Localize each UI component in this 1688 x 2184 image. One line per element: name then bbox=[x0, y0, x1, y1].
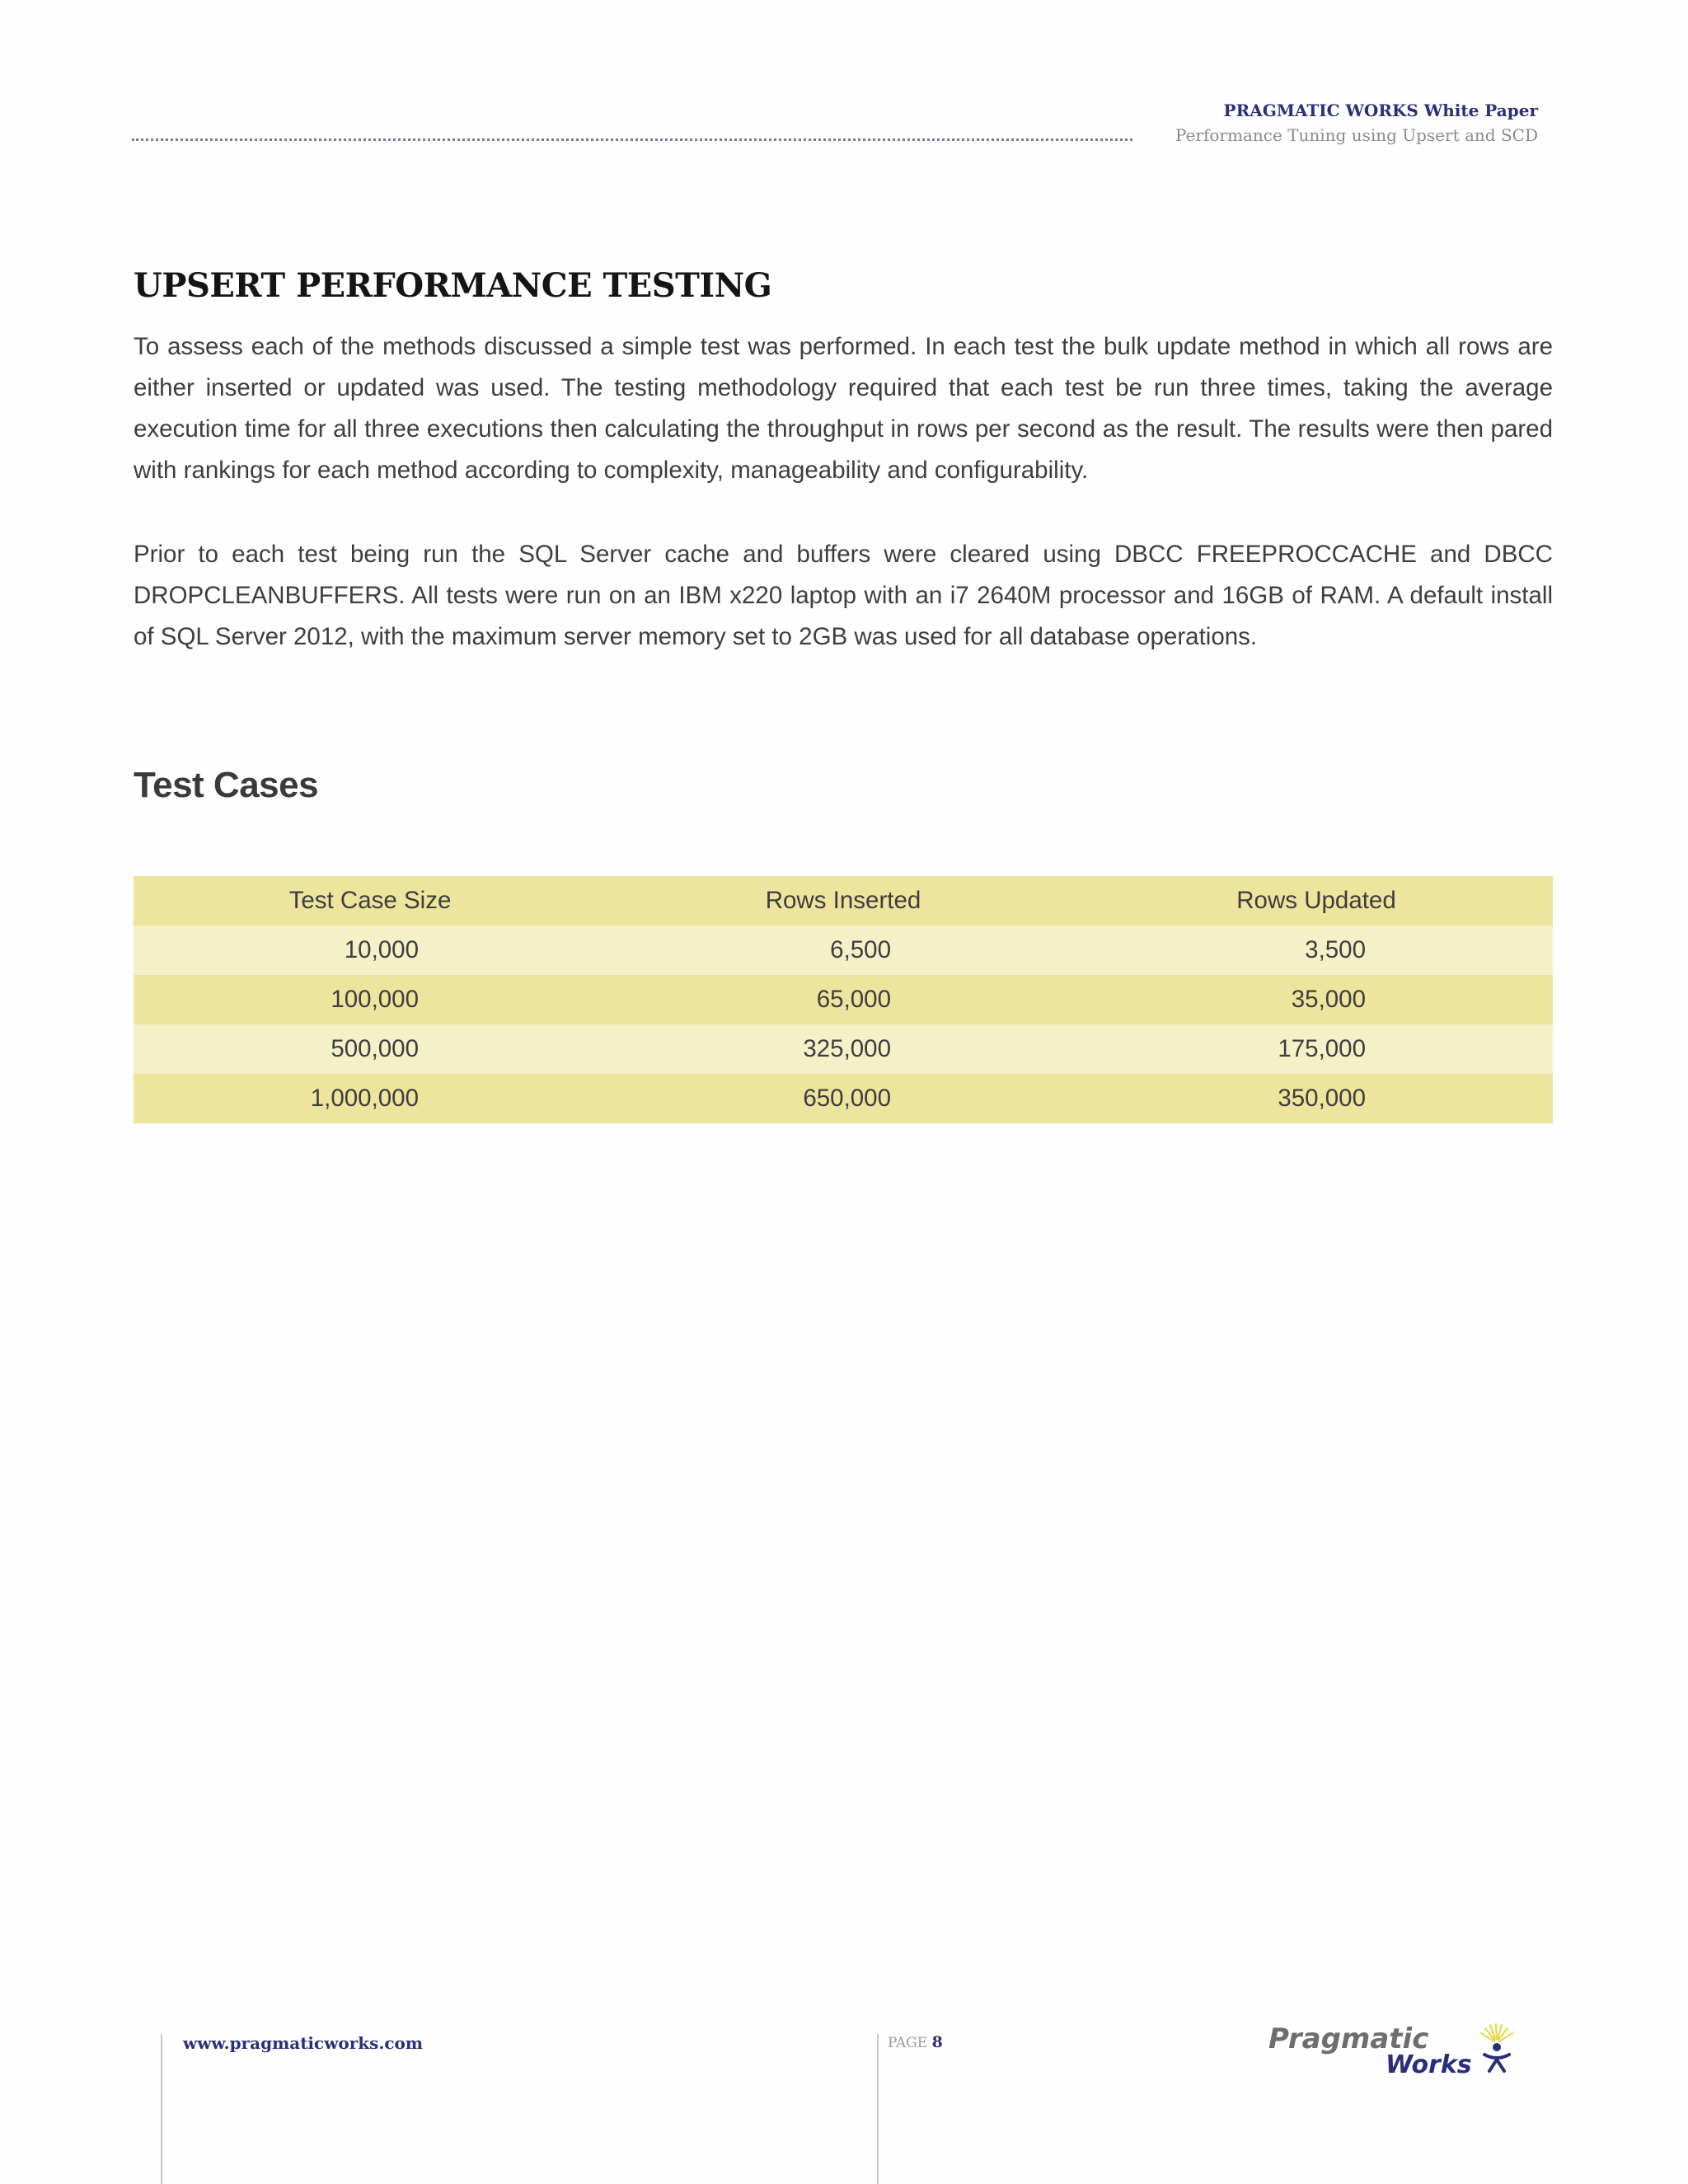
logo-person-icon bbox=[1484, 2043, 1509, 2071]
cell-rows-updated: 35,000 bbox=[1291, 986, 1366, 1013]
table-row bbox=[134, 926, 1553, 975]
logo-word-pragmatic: Pragmatic bbox=[1268, 2023, 1429, 2055]
header-dotted-divider bbox=[132, 138, 1132, 141]
header-title: PRAGMATIC WORKS White Paper bbox=[1223, 101, 1538, 120]
footer-divider-middle bbox=[877, 2034, 879, 2184]
page-number: 8 bbox=[931, 2033, 943, 2051]
body-paragraph-2: Prior to each test being run the SQL Server cache and buffers were cleared using DBCC FREEPROCCACHE and DBCC DROPCLEANBUFFERS. All tests were run on an IBM x220 laptop with an i7 2640M processor and 16GB of RAM. A default install of SQL Server 2012, with the maximum server memory set to 2GB was used for all database operations. bbox=[134, 541, 1553, 650]
cell-rows-inserted: 650,000 bbox=[803, 1085, 891, 1112]
cell-test-case-size: 100,000 bbox=[331, 986, 419, 1013]
cell-test-case-size: 10,000 bbox=[344, 936, 419, 963]
cell-rows-inserted: 65,000 bbox=[816, 986, 891, 1013]
pragmatic-works-logo-icon bbox=[1265, 2023, 1521, 2081]
cell-rows-updated: 350,000 bbox=[1278, 1085, 1366, 1112]
logo-word-works: Works bbox=[1386, 2050, 1472, 2079]
cell-rows-updated: 175,000 bbox=[1278, 1035, 1366, 1062]
test-cases-table bbox=[134, 876, 1553, 1123]
column-header-rows-inserted: Rows Inserted bbox=[765, 887, 921, 914]
table-row bbox=[134, 975, 1553, 1024]
cell-rows-updated: 3,500 bbox=[1305, 936, 1366, 963]
column-header-test-case-size: Test Case Size bbox=[288, 887, 452, 914]
footer-divider-left bbox=[161, 2034, 162, 2184]
cell-rows-inserted: 6,500 bbox=[830, 936, 891, 963]
test-cases-heading: Test Cases bbox=[134, 765, 319, 805]
body-paragraph-1: To assess each of the methods discussed a simple test was performed. In each test the bulk update method in which all rows are either inserted or updated was used. The testing methodology required that each test be run three times, taking the average execution time for all three executions then calculating the throughput in rows per second as the result. The results were then pared with rankings for each method according to complexity, manageability and configurability. bbox=[134, 333, 1553, 484]
table-row bbox=[134, 1074, 1553, 1123]
logo-sun-icon bbox=[1481, 2024, 1512, 2041]
cell-rows-inserted: 325,000 bbox=[803, 1035, 891, 1062]
section-heading: UPSERT PERFORMANCE TESTING bbox=[134, 266, 772, 305]
table-header-row bbox=[134, 876, 1553, 926]
footer-website-link[interactable]: www.pragmaticworks.com bbox=[183, 2033, 424, 2053]
column-header-rows-updated: Rows Updated bbox=[1236, 887, 1396, 914]
footer-page-number bbox=[888, 2033, 943, 2051]
table-row bbox=[134, 1024, 1553, 1074]
cell-test-case-size: 1,000,000 bbox=[310, 1085, 419, 1112]
page-label: PAGE bbox=[888, 2035, 928, 2051]
cell-test-case-size: 500,000 bbox=[331, 1035, 419, 1062]
header-subtitle: Performance Tuning using Upsert and SCD bbox=[1175, 125, 1538, 145]
